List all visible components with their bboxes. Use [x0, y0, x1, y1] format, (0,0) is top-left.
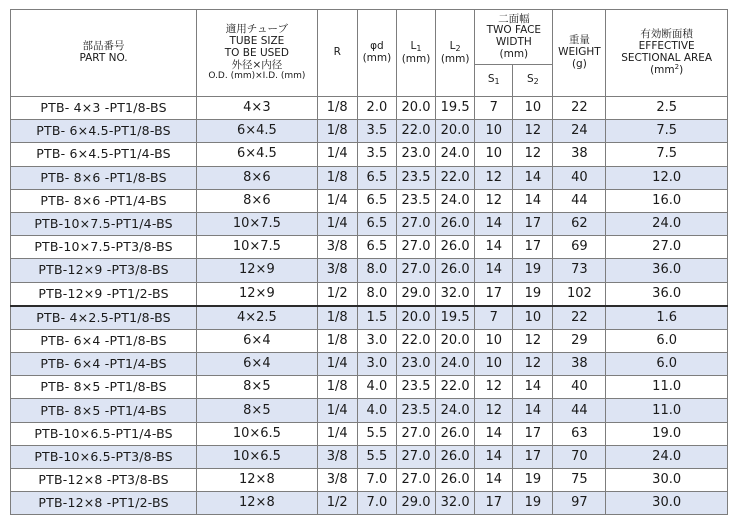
- tube-size-cell: 8×6: [197, 189, 318, 212]
- l1-cell: 29.0: [396, 282, 435, 306]
- tube-size-cell: 8×5: [197, 399, 318, 422]
- s2-cell: 19: [513, 492, 553, 515]
- s2-header-sub: 2: [533, 77, 539, 87]
- r-cell: 1/4: [317, 143, 357, 166]
- phid-header-label: φd: [370, 40, 384, 53]
- r-cell: 1/4: [317, 399, 357, 422]
- weight-cell: 69: [553, 236, 606, 259]
- r-cell: 3/8: [317, 445, 357, 468]
- tube-size-cell: 8×6: [197, 166, 318, 189]
- spec-table-body: [11, 97, 728, 515]
- tube-header-jp-2: 外径×内径: [231, 58, 283, 71]
- part-no-cell: PTB-12×9 -PT3/8-BS: [11, 259, 197, 282]
- table-row: [11, 422, 728, 445]
- area-header-en-1: EFFECTIVE: [638, 39, 695, 52]
- l2-cell: 26.0: [436, 259, 475, 282]
- table-row: [11, 376, 728, 399]
- s1-cell: 14: [475, 469, 513, 492]
- part-no-cell: PTB- 4×2.5-PT1/8-BS: [11, 306, 197, 330]
- tube-size-cell: 12×9: [197, 282, 318, 306]
- weight-cell: 22: [553, 306, 606, 330]
- s2-cell: 12: [513, 143, 553, 166]
- table-row: [11, 259, 728, 282]
- phid-cell: 7.0: [357, 492, 396, 515]
- r-cell: 1/8: [317, 306, 357, 330]
- weight-cell: 38: [553, 353, 606, 376]
- s2-cell: 14: [513, 399, 553, 422]
- area-header-unit-close: ): [679, 64, 684, 77]
- r-cell: 1/4: [317, 189, 357, 212]
- tube-header-en-2: TO BE USED: [224, 46, 290, 59]
- part-no-cell: PTB- 8×6 -PT1/8-BS: [11, 166, 197, 189]
- phid-cell: 3.0: [357, 353, 396, 376]
- l2-cell: 22.0: [436, 166, 475, 189]
- s2-cell: 17: [513, 445, 553, 468]
- weight-header-jp: 重量: [568, 34, 590, 47]
- tube-header-jp: 適用チューブ: [225, 23, 288, 36]
- r-cell: 1/4: [317, 353, 357, 376]
- part-no-cell: PTB- 6×4.5-PT1/8-BS: [11, 120, 197, 143]
- s1-cell: 12: [475, 376, 513, 399]
- r-header-label: R: [333, 46, 341, 59]
- tube-size-cell: 6×4.5: [197, 120, 318, 143]
- part-no-cell: PTB- 8×6 -PT1/4-BS: [11, 189, 197, 212]
- effective-area-cell: 6.0: [606, 329, 728, 352]
- s2-cell: 19: [513, 259, 553, 282]
- l2-header-sub: 2: [455, 43, 461, 53]
- tube-size-cell: 12×8: [197, 492, 318, 515]
- face-header-en-1: TWO FACE: [486, 24, 542, 37]
- l1-cell: 23.0: [396, 353, 435, 376]
- table-row: [11, 189, 728, 212]
- phid-cell: 1.5: [357, 306, 396, 330]
- s2-cell: 19: [513, 282, 553, 306]
- effective-area-cell: 7.5: [606, 120, 728, 143]
- l2-cell: 26.0: [436, 236, 475, 259]
- l1-header-sub: 1: [416, 43, 422, 53]
- l2-cell: 24.0: [436, 399, 475, 422]
- l1-cell: 29.0: [396, 492, 435, 515]
- phid-header-unit: (mm): [362, 52, 392, 64]
- tube-size-cell: 8×5: [197, 376, 318, 399]
- l2-header: [436, 10, 475, 97]
- weight-cell: 22: [553, 97, 606, 120]
- part-no-cell: PTB-10×6.5-PT3/8-BS: [11, 445, 197, 468]
- weight-cell: 62: [553, 212, 606, 235]
- phid-cell: 5.5: [357, 422, 396, 445]
- phid-cell: 6.5: [357, 212, 396, 235]
- part-no-header: [11, 10, 197, 97]
- r-cell: 1/8: [317, 166, 357, 189]
- l1-cell: 22.0: [396, 120, 435, 143]
- weight-header: [553, 10, 606, 97]
- table-row: [11, 212, 728, 235]
- table-row: [11, 353, 728, 376]
- l2-cell: 32.0: [436, 492, 475, 515]
- s1-cell: 12: [475, 166, 513, 189]
- face-header-en-2: WIDTH: [495, 36, 532, 48]
- l1-cell: 27.0: [396, 469, 435, 492]
- weight-cell: 44: [553, 189, 606, 212]
- tube-size-cell: 4×3: [197, 97, 318, 120]
- l2-header-unit: (mm): [440, 52, 470, 65]
- r-cell: 3/8: [317, 469, 357, 492]
- r-cell: 1/2: [317, 492, 357, 515]
- phid-cell: 4.0: [357, 399, 396, 422]
- l1-cell: 23.5: [396, 166, 435, 189]
- l1-header: [396, 10, 435, 97]
- table-row: [11, 143, 728, 166]
- weight-cell: 24: [553, 120, 606, 143]
- table-row: [11, 97, 728, 120]
- header-row: [11, 10, 728, 65]
- effective-area-cell: 30.0: [606, 492, 728, 515]
- l1-cell: 27.0: [396, 236, 435, 259]
- s2-cell: 17: [513, 212, 553, 235]
- l1-cell: 27.0: [396, 212, 435, 235]
- l1-cell: 23.5: [396, 376, 435, 399]
- table-row: [11, 399, 728, 422]
- tube-size-cell: 12×8: [197, 469, 318, 492]
- phid-cell: 7.0: [357, 469, 396, 492]
- s1-header-sub: 1: [494, 77, 500, 87]
- phid-cell: 6.5: [357, 236, 396, 259]
- l2-cell: 26.0: [436, 445, 475, 468]
- r-cell: 1/8: [317, 376, 357, 399]
- r-cell: 1/4: [317, 212, 357, 235]
- phid-cell: 6.5: [357, 189, 396, 212]
- weight-cell: 38: [553, 143, 606, 166]
- l2-cell: 22.0: [436, 376, 475, 399]
- r-header: [317, 10, 357, 97]
- effective-area-cell: 7.5: [606, 143, 728, 166]
- phid-cell: 3.0: [357, 329, 396, 352]
- part-no-cell: PTB- 8×5 -PT1/8-BS: [11, 376, 197, 399]
- s1-cell: 14: [475, 445, 513, 468]
- s2-cell: 17: [513, 236, 553, 259]
- area-header-jp: 有効断面積: [640, 28, 693, 40]
- tube-size-cell: 10×6.5: [197, 445, 318, 468]
- phid-cell: 8.0: [357, 282, 396, 306]
- l1-header-unit: (mm): [401, 52, 431, 65]
- face-header-unit: (mm): [499, 47, 529, 60]
- part-no-cell: PTB- 4×3 -PT1/8-BS: [11, 97, 197, 120]
- tube-size-cell: 10×7.5: [197, 212, 318, 235]
- l1-cell: 20.0: [396, 97, 435, 120]
- weight-cell: 40: [553, 166, 606, 189]
- s1-cell: 7: [475, 97, 513, 120]
- weight-cell: 73: [553, 259, 606, 282]
- effective-area-cell: 36.0: [606, 282, 728, 306]
- s1-cell: 12: [475, 189, 513, 212]
- l2-cell: 26.0: [436, 469, 475, 492]
- effective-area-header: [606, 10, 728, 97]
- s2-cell: 14: [513, 376, 553, 399]
- table-row: [11, 329, 728, 352]
- part-no-cell: PTB- 6×4 -PT1/8-BS: [11, 329, 197, 352]
- s2-cell: 10: [513, 306, 553, 330]
- part-no-header-jp: 部品番号: [82, 40, 125, 53]
- s1-cell: 14: [475, 259, 513, 282]
- phid-cell: 5.5: [357, 445, 396, 468]
- s1-cell: 12: [475, 399, 513, 422]
- part-no-cell: PTB-10×7.5-PT3/8-BS: [11, 236, 197, 259]
- weight-cell: 40: [553, 376, 606, 399]
- tube-size-cell: 10×6.5: [197, 422, 318, 445]
- part-no-cell: PTB-12×8 -PT3/8-BS: [11, 469, 197, 492]
- s2-header-label: S: [526, 73, 534, 86]
- weight-cell: 97: [553, 492, 606, 515]
- s1-cell: 17: [475, 282, 513, 306]
- part-no-cell: PTB-10×6.5-PT1/4-BS: [11, 422, 197, 445]
- s2-cell: 10: [513, 97, 553, 120]
- l1-cell: 23.5: [396, 189, 435, 212]
- effective-area-cell: 24.0: [606, 445, 728, 468]
- table-row: [11, 166, 728, 189]
- r-cell: 1/2: [317, 282, 357, 306]
- weight-header-en: WEIGHT: [558, 46, 601, 59]
- tube-size-cell: 6×4: [197, 353, 318, 376]
- l2-cell: 20.0: [436, 120, 475, 143]
- phid-cell: 3.5: [357, 120, 396, 143]
- effective-area-cell: 11.0: [606, 376, 728, 399]
- l2-cell: 24.0: [436, 189, 475, 212]
- s1-cell: 14: [475, 212, 513, 235]
- weight-cell: 63: [553, 422, 606, 445]
- effective-area-cell: 30.0: [606, 469, 728, 492]
- part-no-header-en: PART NO.: [79, 52, 128, 64]
- weight-header-unit: (g): [571, 57, 587, 70]
- s1-cell: 14: [475, 422, 513, 445]
- r-cell: 1/4: [317, 422, 357, 445]
- part-no-cell: PTB- 8×5 -PT1/4-BS: [11, 399, 197, 422]
- phid-header: [357, 10, 396, 97]
- phid-cell: 3.5: [357, 143, 396, 166]
- l1-cell: 20.0: [396, 306, 435, 330]
- l1-header-label: L: [410, 39, 417, 52]
- effective-area-cell: 11.0: [606, 399, 728, 422]
- table-row: [11, 282, 728, 306]
- tube-header-en-1: TUBE SIZE: [229, 35, 285, 48]
- l1-cell: 27.0: [396, 259, 435, 282]
- l2-cell: 26.0: [436, 212, 475, 235]
- l1-cell: 23.0: [396, 143, 435, 166]
- l1-cell: 23.5: [396, 399, 435, 422]
- two-face-width-header: [475, 10, 553, 65]
- l2-cell: 24.0: [436, 143, 475, 166]
- l2-cell: 19.5: [436, 97, 475, 120]
- l1-cell: 27.0: [396, 422, 435, 445]
- r-cell: 3/8: [317, 259, 357, 282]
- effective-area-cell: 27.0: [606, 236, 728, 259]
- tube-size-cell: 10×7.5: [197, 236, 318, 259]
- area-header-en-2: SECTIONAL AREA: [621, 51, 713, 64]
- tube-size-cell: 6×4: [197, 329, 318, 352]
- phid-cell: 2.0: [357, 97, 396, 120]
- s1-cell: 7: [475, 306, 513, 330]
- s1-cell: 10: [475, 143, 513, 166]
- effective-area-cell: 2.5: [606, 97, 728, 120]
- l2-cell: 24.0: [436, 353, 475, 376]
- weight-cell: 29: [553, 329, 606, 352]
- effective-area-cell: 1.6: [606, 306, 728, 330]
- s1-cell: 10: [475, 329, 513, 352]
- s2-cell: 12: [513, 353, 553, 376]
- table-row: [11, 236, 728, 259]
- s2-cell: 14: [513, 189, 553, 212]
- tube-size-cell: 4×2.5: [197, 306, 318, 330]
- area-header-unit: (mm: [650, 64, 675, 77]
- r-cell: 1/8: [317, 120, 357, 143]
- area-header-unit-sup: 2: [674, 63, 680, 72]
- part-no-cell: PTB-10×7.5-PT1/4-BS: [11, 212, 197, 235]
- effective-area-cell: 24.0: [606, 212, 728, 235]
- s1-cell: 10: [475, 353, 513, 376]
- spec-table: [10, 9, 728, 515]
- table-row: [11, 469, 728, 492]
- tube-size-cell: 6×4.5: [197, 143, 318, 166]
- effective-area-cell: 36.0: [606, 259, 728, 282]
- table-row: [11, 445, 728, 468]
- s2-cell: 14: [513, 166, 553, 189]
- l2-cell: 26.0: [436, 422, 475, 445]
- weight-cell: 44: [553, 399, 606, 422]
- s1-cell: 10: [475, 120, 513, 143]
- phid-cell: 6.5: [357, 166, 396, 189]
- l1-cell: 22.0: [396, 329, 435, 352]
- table-row: [11, 492, 728, 515]
- l2-header-label: L: [449, 39, 456, 52]
- s2-cell: 17: [513, 422, 553, 445]
- effective-area-cell: 12.0: [606, 166, 728, 189]
- r-cell: 3/8: [317, 236, 357, 259]
- phid-cell: 8.0: [357, 259, 396, 282]
- effective-area-cell: 6.0: [606, 353, 728, 376]
- table-row: [11, 120, 728, 143]
- s2-cell: 12: [513, 329, 553, 352]
- phid-cell: 4.0: [357, 376, 396, 399]
- s1-cell: 14: [475, 236, 513, 259]
- part-no-cell: PTB- 6×4 -PT1/4-BS: [11, 353, 197, 376]
- tube-header-en-3: O.D. (mm)×I.D. (mm): [208, 71, 306, 82]
- r-cell: 1/8: [317, 97, 357, 120]
- tube-size-header: [197, 10, 318, 97]
- face-header-jp: 二面幅: [498, 12, 530, 25]
- table-row: [11, 306, 728, 330]
- s2-cell: 19: [513, 469, 553, 492]
- tube-size-cell: 12×9: [197, 259, 318, 282]
- s1-header-label: S: [487, 73, 495, 86]
- weight-cell: 70: [553, 445, 606, 468]
- effective-area-cell: 19.0: [606, 422, 728, 445]
- effective-area-cell: 16.0: [606, 189, 728, 212]
- l2-cell: 20.0: [436, 329, 475, 352]
- l2-cell: 19.5: [436, 306, 475, 330]
- part-no-cell: PTB-12×8 -PT1/2-BS: [11, 492, 197, 515]
- l1-cell: 27.0: [396, 445, 435, 468]
- weight-cell: 75: [553, 469, 606, 492]
- r-cell: 1/8: [317, 329, 357, 352]
- l2-cell: 32.0: [436, 282, 475, 306]
- s1-cell: 17: [475, 492, 513, 515]
- part-no-cell: PTB- 6×4.5-PT1/4-BS: [11, 143, 197, 166]
- s2-cell: 12: [513, 120, 553, 143]
- s1-header: [475, 65, 513, 97]
- s2-header: [513, 65, 553, 97]
- part-no-cell: PTB-12×9 -PT1/2-BS: [11, 282, 197, 306]
- weight-cell: 102: [553, 282, 606, 306]
